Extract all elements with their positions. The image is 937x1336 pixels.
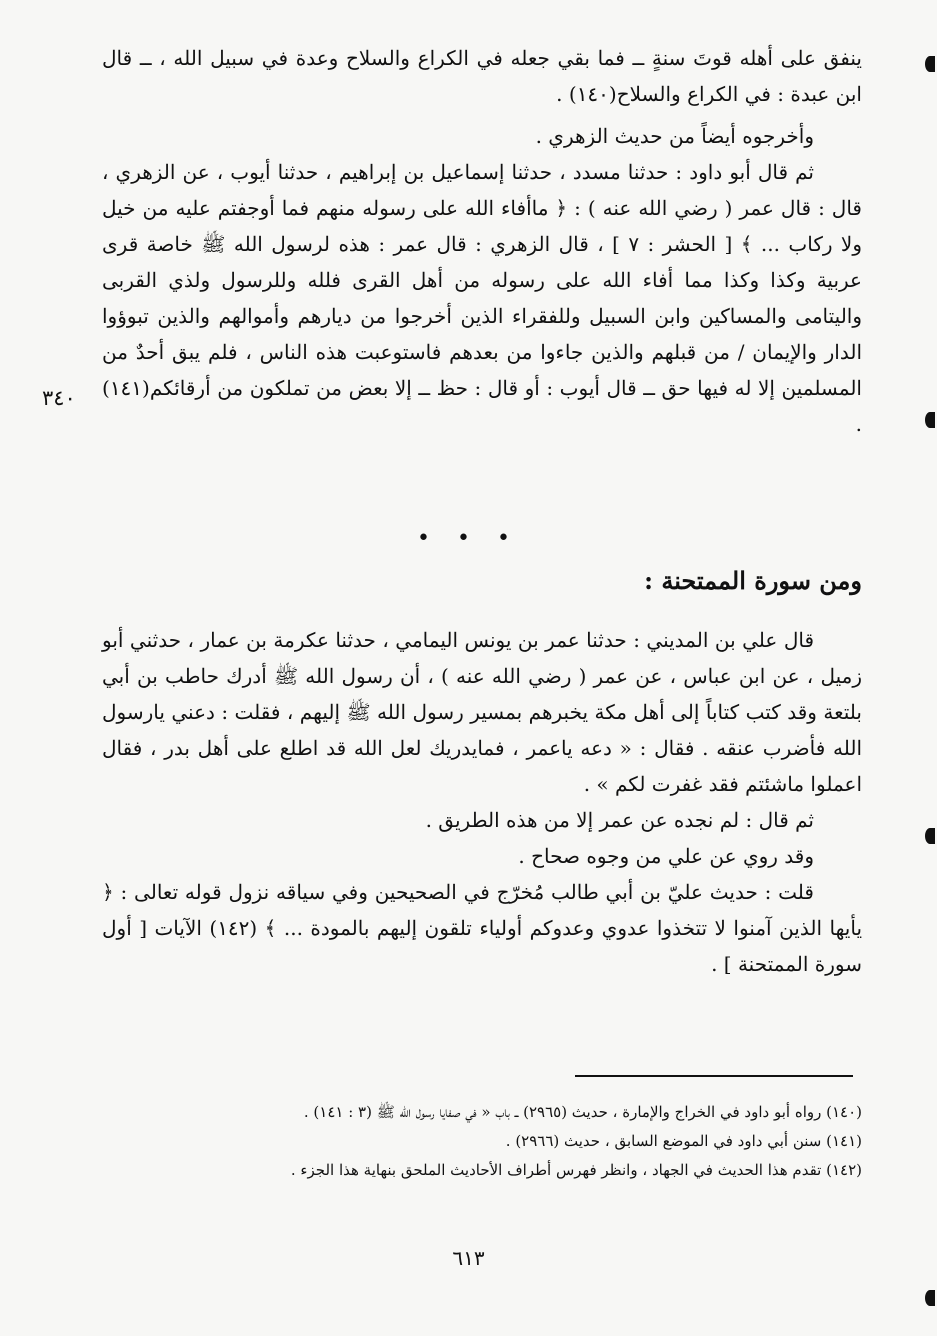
paragraph-6: وقد روي عن علي من وجوه صحاح . (518, 844, 814, 868)
page-number: ٦١٣ (452, 1246, 485, 1270)
footnotes (102, 1098, 862, 1185)
paragraph-7: قلت : حديث عليّ بن أبي طالب مُخرّج في الصحيحين وفي سياقه نزول قوله تعالى : ﴿ يأيها الذين آمنوا لا تتخذوا عدوي وعدوكم أولياء تلقون إليهم بالمودة ... ﴾ (١٤٢) الآيات [ أول سورة الممتحنة ] . (102, 880, 863, 976)
binding-hole-mark (925, 56, 935, 72)
top-text-block (102, 40, 862, 442)
paragraph-5: ثم قال : لم نجده عن عمر إلا من هذه الطريق . (425, 808, 814, 832)
footnote-rule (575, 1075, 853, 1077)
section-heading: ومن سورة الممتحنة : (644, 566, 862, 595)
footnote-142: (١٤٢) تقدم هذا الحديث في الجهاد ، وانظر فهرس أطراف الأحاديث الملحق بنهاية هذا الجزء . (290, 1161, 862, 1179)
binding-hole-mark (925, 828, 935, 844)
footnote-141: (١٤١) سنن أبي داود في الموضع السابق ، حديث (٢٩٦٦) . (505, 1132, 862, 1150)
margin-page-number: ٣٤٠ (42, 386, 76, 410)
paragraph-1: ينفق على أهله قوتَ سنةٍ ــ فما بقي جعله في الكراع والسلاح وعدة في سبيل الله ، ــ قال ابن عبدة : في الكراع والسلاح(١٤٠) . (102, 46, 862, 106)
binding-hole-mark (925, 1290, 935, 1306)
paragraph-2: وأخرجوه أيضاً من حديث الزهري . (535, 124, 814, 148)
paragraph-4: قال علي بن المديني : حدثنا عمر بن يونس اليمامي ، حدثنا عكرمة بن عمار ، حدثني أبو زميل ، عن ابن عباس ، عن عمر ( رضي الله عنه ) ، أن رسول الله ﷺ أدرك حاطب بن أبي بلتعة وقد كتب كتاباً إلى أهل مكة يخبرهم بمسير رسول الله ﷺ إليهم ، فقلت : دعني يارسول الله فأضرب عنقه . فقال : « دعه ياعمر ، فمايدريك لعل الله قد اطلع على أهل بدر ، فقال اعملوا ماشئتم فقد غفرت لكم » . (102, 628, 862, 796)
binding-hole-mark (925, 412, 935, 428)
bottom-text-block (102, 622, 862, 982)
footnote-140: (١٤٠) رواه أبو داود في الخراج والإمارة ، حديث (٢٩٦٥) ــ باب « في صفايا رسول الله ﷺ (٣ : ١٤١) . (303, 1103, 862, 1121)
paragraph-3: ثم قال أبو داود : حدثنا مسدد ، حدثنا إسماعيل بن إبراهيم ، حدثنا أيوب ، عن الزهري ، قال : قال عمر ( رضي الله عنه ) : ﴿ ماأفاء الله على رسوله منهم فما أوجفتم عليه من خيل ولا ركاب ... ﴾ [ الحشر : ٧ ] ، قال الزهري : قال عمر : هذه لرسول الله ﷺ خاصة قرى عربية وكذا وكذا مما أفاء الله على رسوله من أهل القرى فلله وللرسول ولذي القربى واليتامى والمساكين وابن السبيل وللفقراء الذين أخرجوا من ديارهم وأموالهم والذين تبوؤوا الدار والإيمان / من قبلهم والذين جاءوا من بعدهم فاستوعبت هذه الناس ، فلم يبق أحدٌ من المسلمين إلا له فيها حق ــ قال أيوب : أو قال : حظ ــ إلا بعض من تملكون من أرقائكم(١٤١) . (102, 160, 862, 436)
section-separator: • • • (417, 526, 520, 551)
